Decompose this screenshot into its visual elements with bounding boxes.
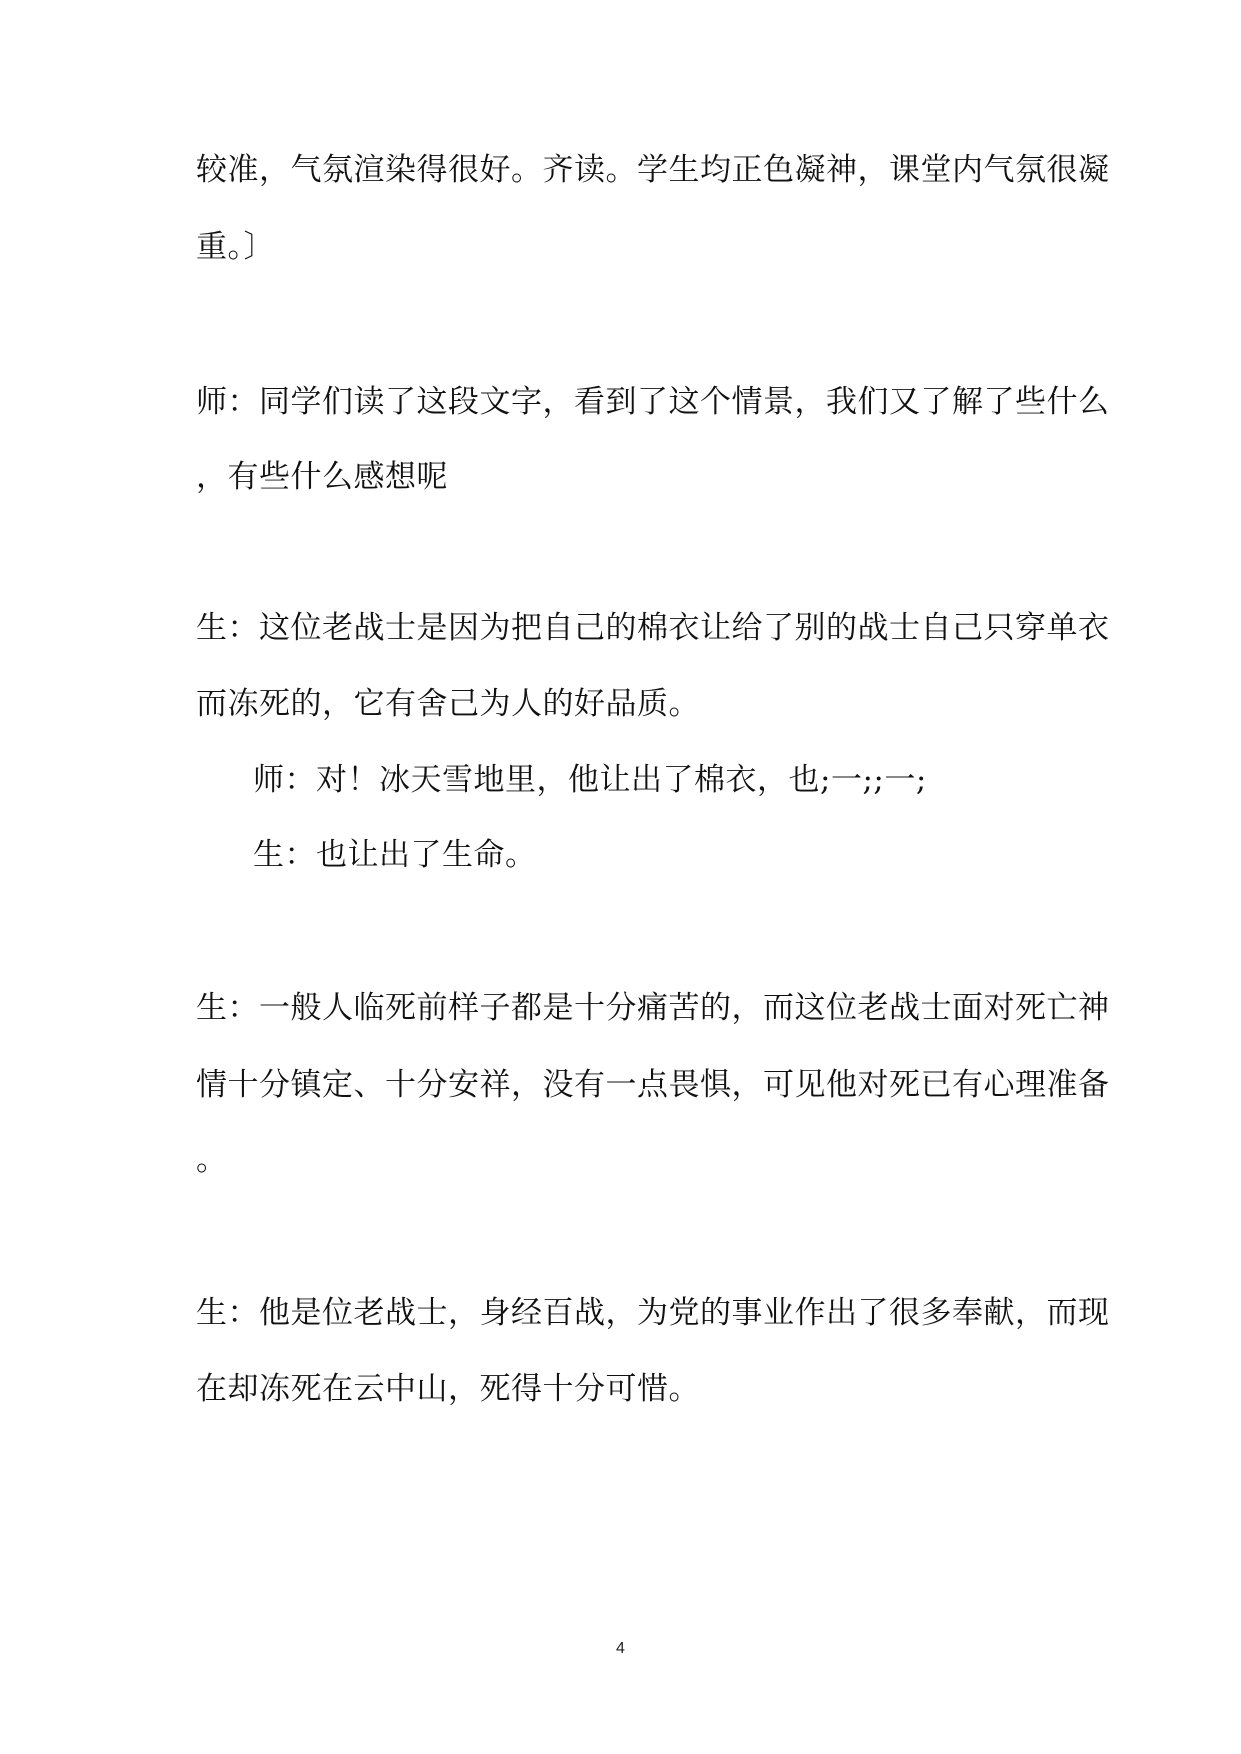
paragraph-2-line-1: 师：同学们读了这段文字，看到了这个情景，我们又了解了些什么 — [196, 384, 1110, 420]
paragraph-1-line-2: 重。〕 — [196, 229, 275, 265]
paragraph-7-line-1: 生：他是位老战士，身经百战，为党的事业作出了很多奉献，而现 — [196, 1295, 1110, 1331]
paragraph-2-line-2: ，有些什么感想呢 — [196, 459, 448, 495]
paragraph-3-line-2: 而冻死的，它有舍己为人的好品质。 — [196, 686, 700, 722]
paragraph-6-line-1: 生：一般人临死前样子都是十分痛苦的，而这位老战士面对死亡神 — [196, 990, 1110, 1026]
page-number: 4 — [616, 1640, 625, 1657]
paragraph-1-line-1: 较准，气氛渲染得很好。齐读。学生均正色凝神，课堂内气氛很凝 — [196, 152, 1110, 188]
paragraph-7-line-2: 在却冻死在云中山，死得十分可惜。 — [196, 1371, 700, 1407]
paragraph-3-line-1: 生：这位老战士是因为把自己的棉衣让给了别的战士自己只穿单衣 — [196, 610, 1110, 646]
paragraph-6-line-2: 情十分镇定、十分安祥，没有一点畏惧，可见他对死已有心理准备 — [196, 1067, 1110, 1103]
paragraph-6-line-3: 。 — [196, 1142, 228, 1178]
paragraph-5-line-1: 生：也让出了生命。 — [253, 837, 537, 873]
paragraph-4-line-1: 师：对！冰天雪地里，他让出了棉衣，也;一;;一; — [253, 762, 927, 798]
